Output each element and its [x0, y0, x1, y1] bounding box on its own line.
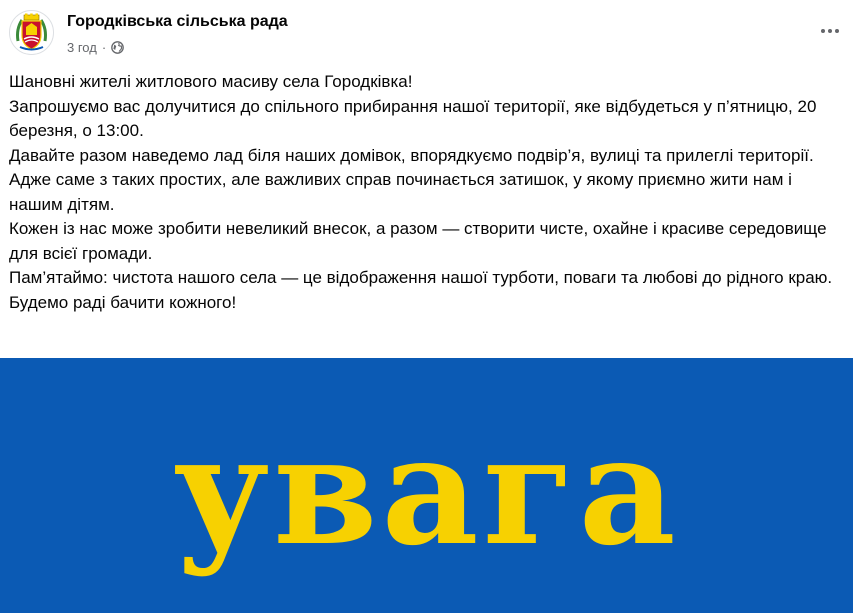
globe-icon[interactable]: [111, 41, 124, 54]
post-image[interactable]: [0, 358, 853, 613]
banner-word: увага: [173, 403, 680, 579]
post-paragraph: Пам’ятаймо: чистота нашого села — це відображення нашої турботи, поваги та любові до рідного краю.: [9, 268, 833, 287]
more-horizontal-icon: [835, 29, 839, 33]
more-options-button[interactable]: [815, 18, 845, 44]
coat-of-arms-icon: [10, 11, 53, 54]
post-paragraph: Будемо раді бачити кожного!: [9, 292, 237, 312]
post-header: [0, 0, 853, 66]
meta-separator: ·: [101, 39, 107, 55]
more-horizontal-icon: [828, 29, 832, 33]
post-meta: [67, 38, 124, 56]
more-horizontal-icon: [821, 29, 825, 33]
post-timestamp[interactable]: 3 год: [67, 39, 97, 55]
post-text: [9, 70, 844, 315]
post-paragraph: Давайте разом наведемо лад біля наших домівок, впорядкуємо подвір’я, вулиці та прилеглі території. Адже саме з таких простих, але важливих справ починається затишок, у якому приємно жити нам і нашим дітям.: [9, 145, 814, 214]
post-paragraph: Шановні жителі житлового масиву села Городківка!: [9, 72, 413, 91]
avatar[interactable]: [9, 10, 54, 55]
post-paragraph: Кожен із нас може зробити невеликий внесок, а разом — створити чисте, охайне і красиве середовище для всієї громади.: [9, 219, 827, 263]
page-name[interactable]: Городківська сільська рада: [67, 13, 288, 30]
post-paragraph: Запрошуємо вас долучитися до спільного прибирання нашої території, яке відбудеться у п’ятницю, 20 березня, о 13:00.: [9, 96, 817, 140]
